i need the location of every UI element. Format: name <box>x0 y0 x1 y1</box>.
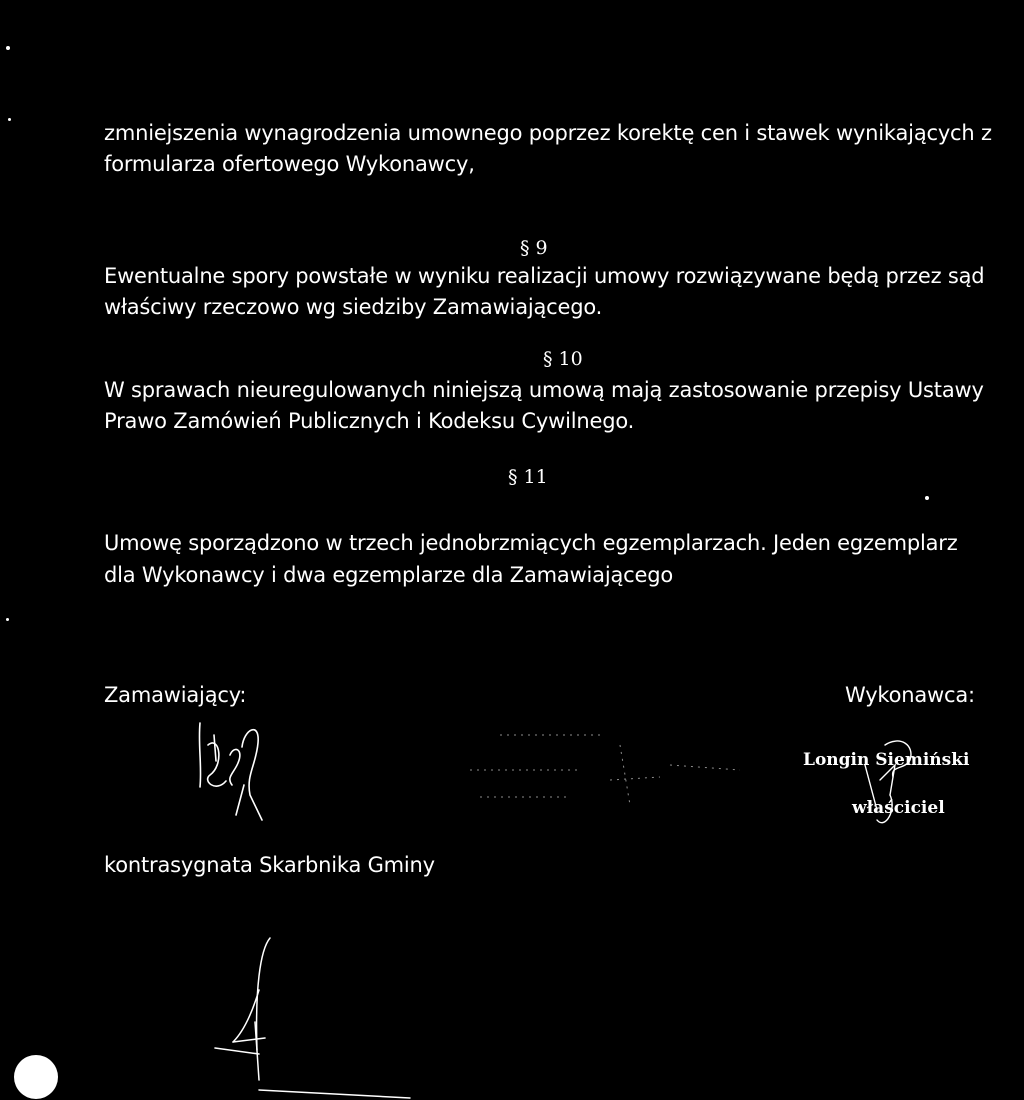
stamp-role: właściciel <box>852 798 945 818</box>
scan-speck <box>8 118 11 121</box>
para11-line-2: dla Wykonawcy i dwa egzemplarze dla Zamawiającego <box>104 563 674 587</box>
section-11-heading: § 11 <box>508 466 548 488</box>
section-9-heading: § 9 <box>520 237 548 259</box>
para9-line-1: Ewentualne spory powstałe w wyniku realizacji umowy rozwiązywane będą przez sąd <box>104 264 985 288</box>
para10-line-1: W sprawach nieuregulowanych niniejszą umową mają zastosowanie przepisy Ustawy <box>104 378 984 402</box>
scan-speck <box>925 496 929 500</box>
countersign-signature-icon <box>215 930 415 1100</box>
faint-stamp-icon <box>460 725 760 815</box>
section-10-heading: § 10 <box>543 348 583 370</box>
para8-line-1: zmniejszenia wynagrodzenia umownego poprzez korektę cen i stawek wynikających z <box>104 121 992 145</box>
client-label: Zamawiający: <box>104 683 247 707</box>
contractor-label: Wykonawca: <box>845 683 975 707</box>
para11-line-1: Umowę sporządzono w trzech jednobrzmiących egzemplarzach. Jeden egzemplarz <box>104 531 958 555</box>
para9-line-2: właściwy rzeczowo wg siedziby Zamawiającego. <box>104 295 603 319</box>
punch-hole-icon <box>14 1055 58 1099</box>
scan-speck <box>6 46 10 50</box>
scan-speck <box>6 618 9 621</box>
para8-line-2: formularza ofertowego Wykonawcy, <box>104 152 475 176</box>
stamp-name: Longin Siemiński <box>803 750 970 770</box>
para10-line-2: Prawo Zamówień Publicznych i Kodeksu Cywilnego. <box>104 409 635 433</box>
countersign-label: kontrasygnata Skarbnika Gminy <box>104 853 435 877</box>
contractor-signature-icon <box>855 735 945 835</box>
client-signature-icon <box>180 715 290 825</box>
